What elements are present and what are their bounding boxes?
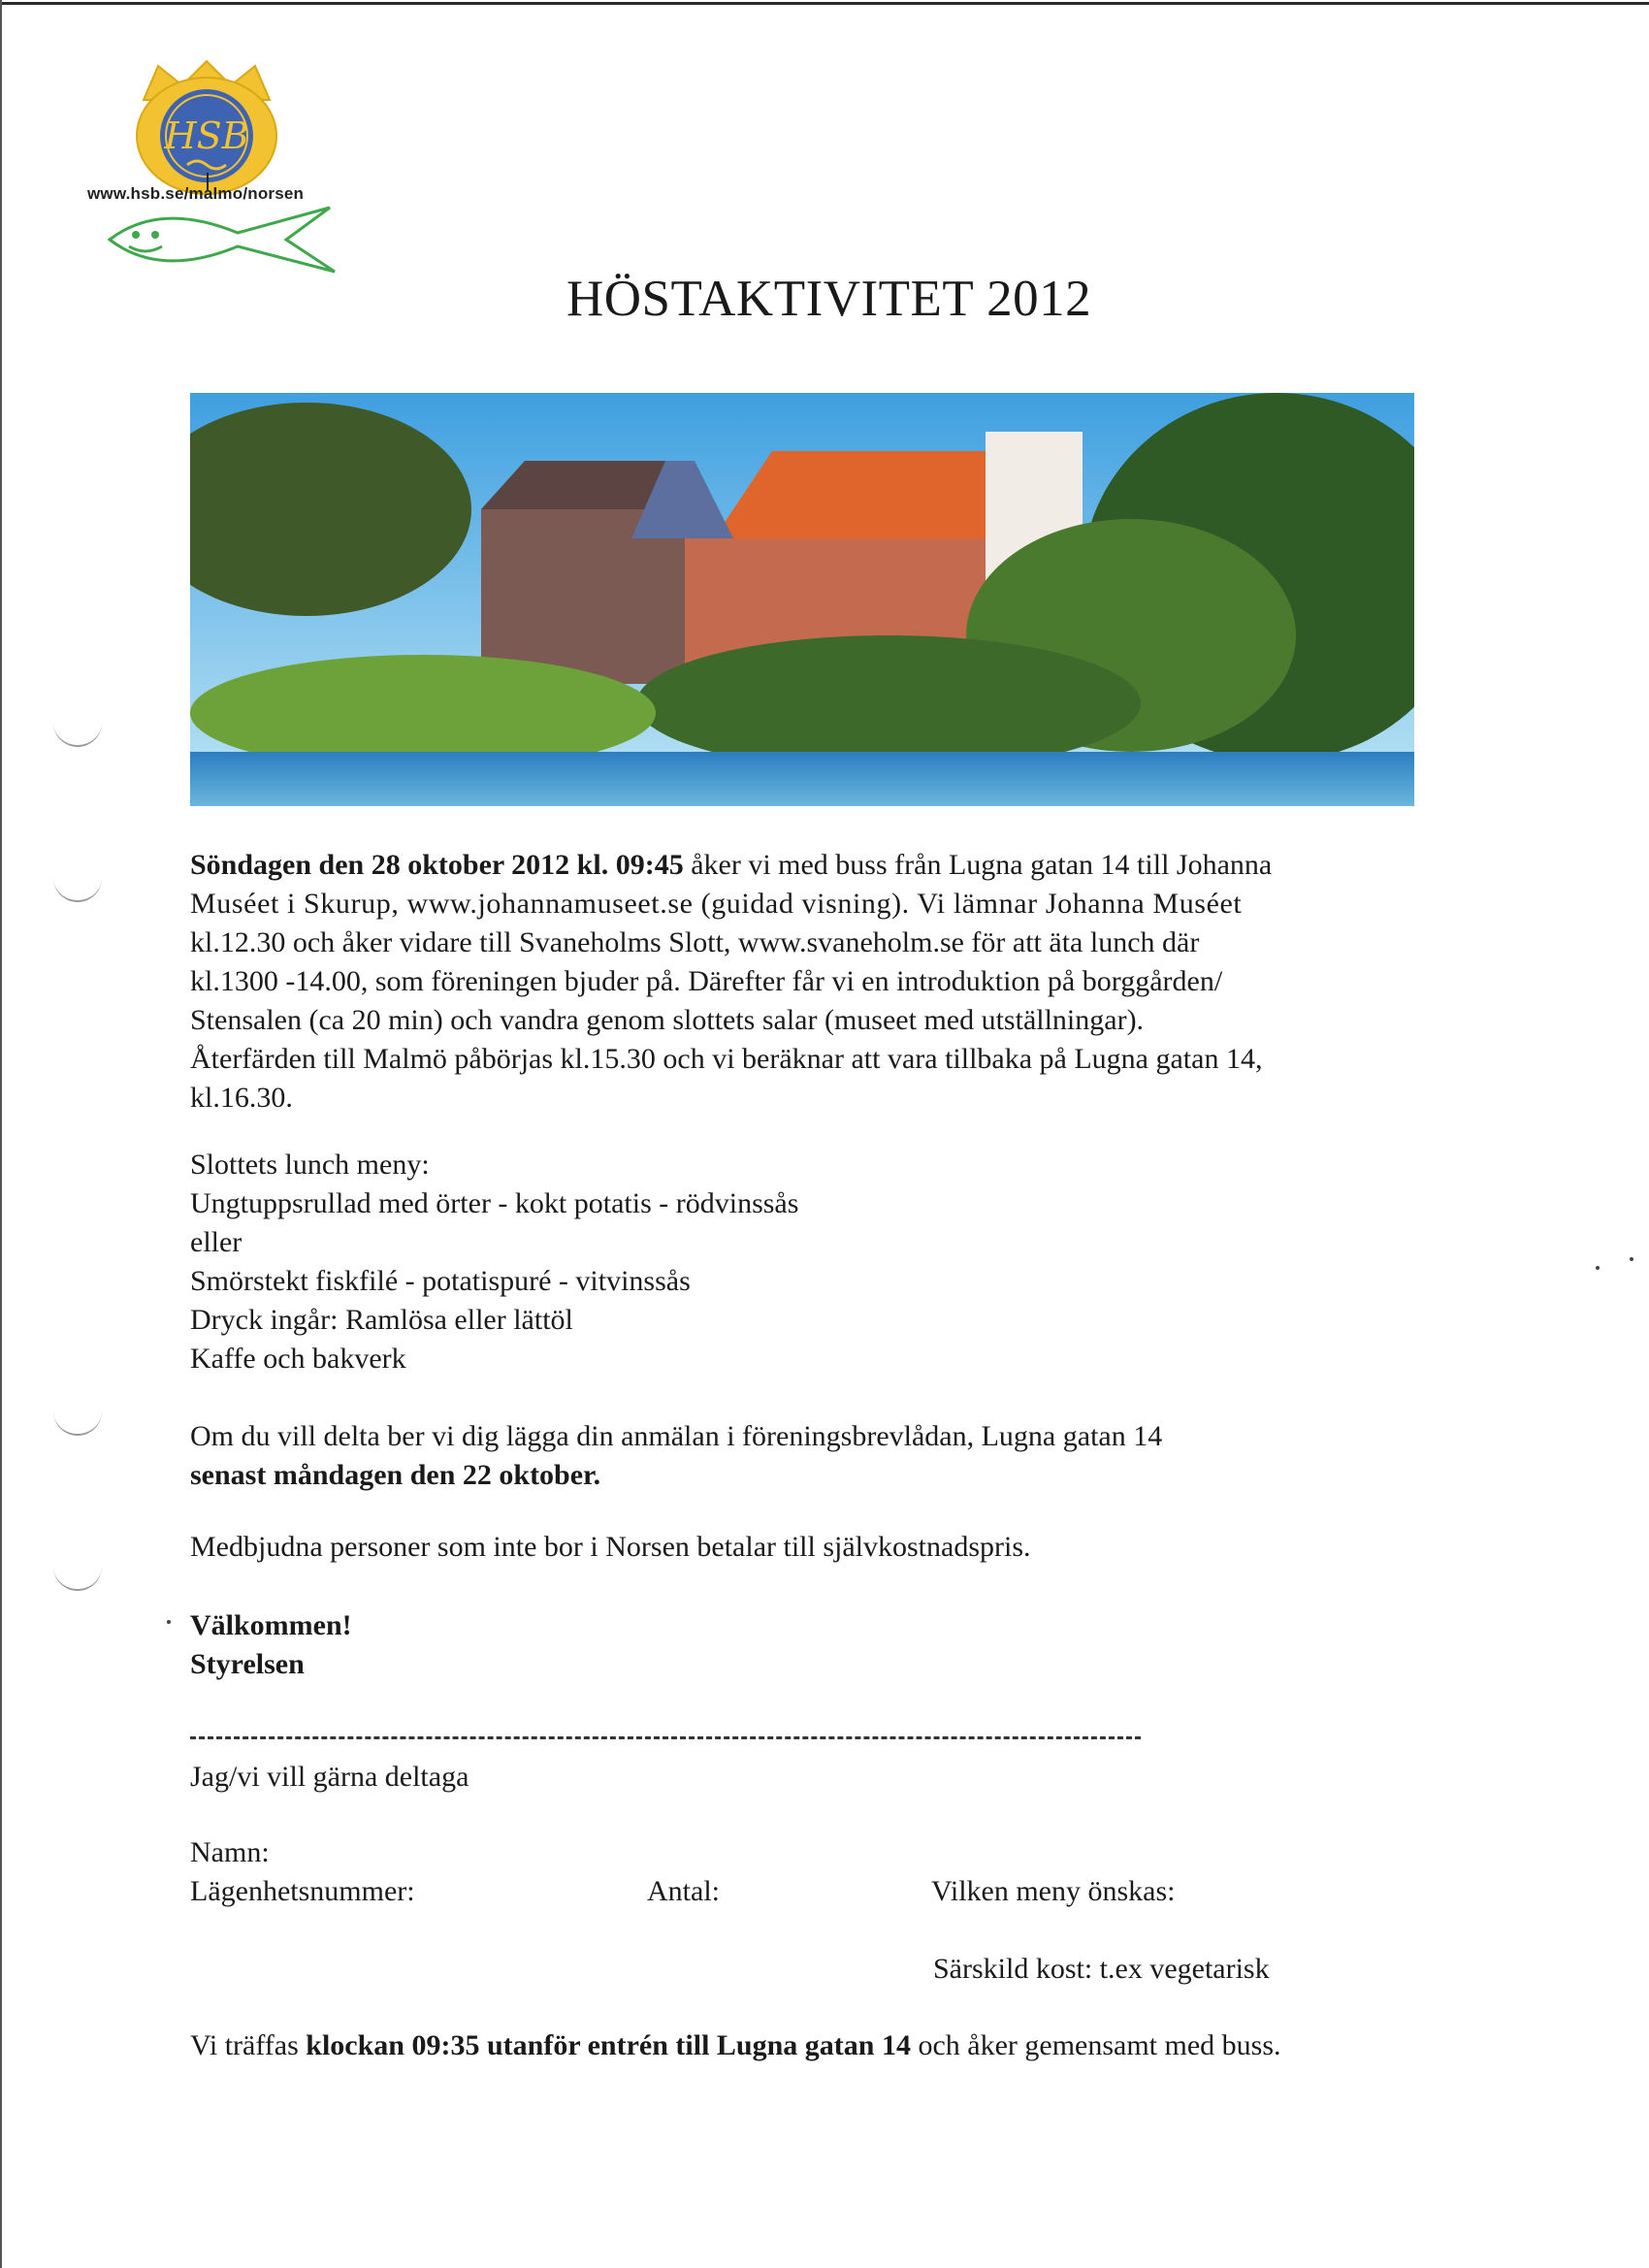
scan-speck [1630, 1257, 1633, 1261]
scan-speck [1596, 1266, 1600, 1270]
menu-dessert: Kaffe och bakverk [190, 1343, 406, 1375]
meeting-prefix: Vi träffas [190, 2029, 307, 2061]
meeting-info [190, 2029, 1281, 2062]
hsb-url: www.hsb.se/malmo/norsen [87, 184, 305, 203]
name-field-label: Namn: [190, 1836, 270, 1868]
menu-or: eller [190, 1226, 242, 1258]
closing [190, 1606, 352, 1684]
cut-line [190, 1736, 1141, 1739]
deadline-text: senast måndagen den 22 oktober. [190, 1459, 601, 1491]
meeting-suffix: och åker gemensamt med buss. [910, 2029, 1281, 2061]
scan-top-edge [0, 2, 1649, 5]
description-line: kl.12.30 och åker vidare till Svaneholms Slott, www.svaneholm.se för att äta lunch där [190, 926, 1200, 958]
punch-hole-mark [53, 718, 102, 747]
page-title: HÖSTAKTIVITET 2012 [566, 271, 1092, 327]
menu-option-2: Smörstekt fiskfilé - potatispuré - vitvinssås [190, 1265, 691, 1297]
signup-deadline [190, 1456, 1162, 1495]
description-line: Återfärden till Malmö påbörjas kl.15.30 och vi beräknar att vara tillbaka på Lugna gatan 14, [190, 1043, 1263, 1075]
lunch-menu [190, 1146, 798, 1378]
welcome-text: Välkommen! [190, 1609, 352, 1641]
fish-icon [102, 206, 340, 274]
signature: Styrelsen [190, 1648, 305, 1680]
menu-heading: Slottets lunch meny: [190, 1149, 430, 1181]
signup-instructions [190, 1417, 1162, 1495]
event-date-time: Söndagen den 28 oktober 2012 kl. 09:45 [190, 849, 684, 881]
description-line: Muséet i Skurup, www.johannamuseet.se (guidad visning). Vi lämnar Johanna Muséet [190, 888, 1243, 920]
punch-hole-mark [53, 873, 102, 902]
description-line [190, 846, 1422, 885]
signup-text: Om du vill delta ber vi dig lägga din anmälan i föreningsbrevlådan, Lugna gatan 14 [190, 1420, 1163, 1452]
description-line: kl.16.30. [190, 1082, 293, 1114]
guests-note: Medbjudna personer som inte bor i Norsen betalar till självkostnadspris. [190, 1531, 1031, 1563]
event-description [190, 846, 1422, 1118]
punch-hole-mark [53, 1407, 102, 1436]
apartment-field-label: Lägenhetsnummer: [190, 1875, 415, 1907]
menu-drink: Dryck ingår: Ramlösa eller lättöl [190, 1304, 573, 1336]
menu-choice-label: Vilken meny önskas: [931, 1875, 1176, 1907]
description-line: Stensalen (ca 20 min) och vandra genom slottets salar (museet med utställningar). [190, 1004, 1145, 1036]
description-text: åker vi med buss från Lugna gatan 14 till Johanna [683, 849, 1273, 881]
count-field-label: Antal: [647, 1875, 720, 1907]
scan-left-edge [0, 0, 2, 2268]
punch-hole-mark [53, 1562, 102, 1591]
form-heading: Jag/vi vill gärna deltaga [190, 1761, 469, 1793]
meeting-time-place: klockan 09:35 utanför entrén till Lugna gatan 14 [306, 2029, 911, 2061]
castle-photo [190, 393, 1414, 806]
special-diet-label: Särskild kost: t.ex vegetarisk [933, 1953, 1270, 1985]
logo-text: HSB [164, 114, 249, 157]
description-line: kl.1300 -14.00, som föreningen bjuder på. Därefter får vi en introduktion på borggården/ [190, 965, 1223, 997]
menu-option-1: Ungtuppsrullad med örter - kokt potatis - rödvinssås [190, 1187, 799, 1219]
scan-speck [167, 1620, 171, 1624]
